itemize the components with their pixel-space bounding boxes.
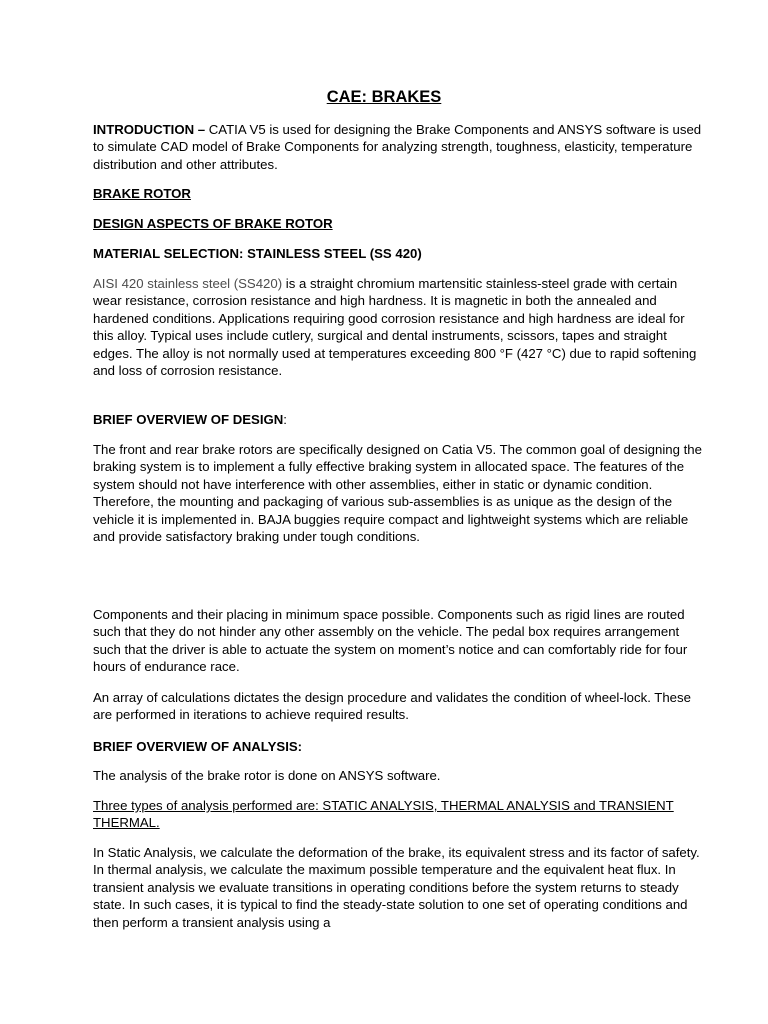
analysis-paragraph-1: The analysis of the brake rotor is done on ANSYS software. xyxy=(93,768,441,783)
design-paragraph-3: An array of calculations dictates the design procedure and validates the condition of wheel-lock. These are performed in iterations to achieve required results. xyxy=(93,690,691,723)
heading-design-text: BRIEF OVERVIEW OF DESIGN xyxy=(93,412,284,427)
heading-design-aspects: DESIGN ASPECTS OF BRAKE ROTOR xyxy=(93,216,333,231)
analysis-types: Three types of analysis performed are: STATIC ANALYSIS, THERMAL ANALYSIS and TRANSIENT THERMAL. xyxy=(93,798,674,831)
heading-material-selection: MATERIAL SELECTION: STAINLESS STEEL (SS 420) xyxy=(93,246,422,261)
document-title: CAE: BRAKES xyxy=(326,88,442,106)
design-paragraph-2: Components and their placing in minimum space possible. Components such as rigid lines are routed such that they do not hinder any other assembly on the vehicle. The pedal box requires arrangement such that the driver is able to actuate the system on moment’s notice and can comfortably ride for four hours of endurance race. xyxy=(93,607,688,675)
heading-design-overview xyxy=(93,411,703,428)
material-paragraph xyxy=(93,275,703,379)
intro-text: CATIA V5 is used for designing the Brake Components and ANSYS software is used to simulate CAD model of Brake Components for analyzing strength, toughness, elasticity, temperature distribution and other attributes. xyxy=(93,122,702,172)
design-paragraph-1: The front and rear brake rotors are specifically designed on Catia V5. The common goal of designing the braking system is to implement a fully effective braking system in allocated space. The features of the system should not have interference with other assemblies, either in static or dynamic condition. Therefore, the mounting and packaging of various sub-assemblies is as unique as the design of the vehicle it is implemented in. BAJA buggies require compact and lightweight systems which are reliable and provide satisfactory braking under tough conditions. xyxy=(93,442,702,545)
material-lead: AISI 420 stainless steel (SS420) xyxy=(93,276,283,291)
heading-brake-rotor: BRAKE ROTOR xyxy=(93,186,191,201)
intro-paragraph xyxy=(93,121,703,173)
material-text: is a straight chromium martensitic stainless-steel grade with certain wear resistance, corrosion resistance and high hardness. It is magnetic in both the annealed and hardened conditions. Applications requiring good corrosion resistance and high hardness are ideal for this alloy. Typical uses include cutlery, surgical and dental instruments, scissors, tapes and straight edges. The alloy is not normally used at temperatures exceeding 800 °F (427 °C) due to rapid softening and loss of corrosion resistance. xyxy=(93,276,697,379)
heading-analysis-overview: BRIEF OVERVIEW OF ANALYSIS: xyxy=(93,739,303,754)
intro-label: INTRODUCTION – xyxy=(93,122,206,137)
heading-design-colon: : xyxy=(283,412,287,427)
analysis-paragraph-2: In Static Analysis, we calculate the deformation of the brake, its equivalent stress and its factor of safety. In thermal analysis, we calculate the maximum possible temperature and the equivalent heat flux. In transient analysis we evaluate transitions in operating conditions before the system returns to steady state. In such cases, it is typical to find the steady-state solution to one set of operating conditions and then perform a transient analysis using a xyxy=(93,845,700,930)
